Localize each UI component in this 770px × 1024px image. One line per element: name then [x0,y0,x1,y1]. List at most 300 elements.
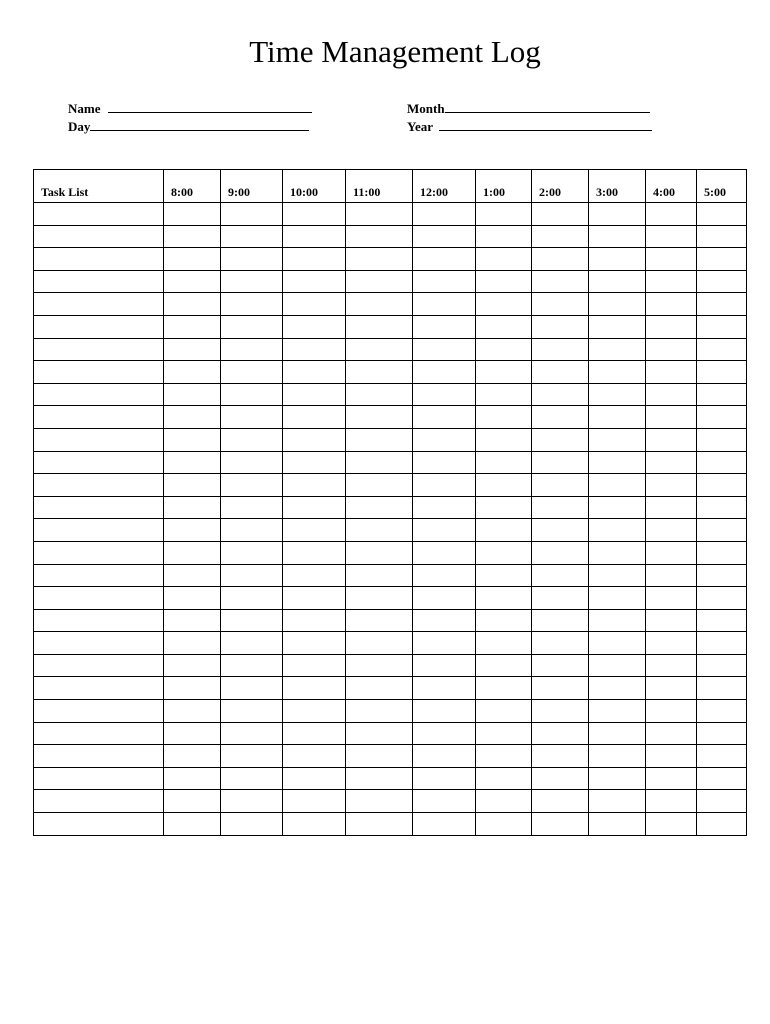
time-slot-cell[interactable] [532,767,589,790]
time-slot-cell[interactable] [476,700,532,723]
time-slot-cell[interactable] [646,564,697,587]
time-slot-cell[interactable] [476,248,532,271]
time-slot-cell[interactable] [413,248,476,271]
time-slot-cell[interactable] [697,406,747,429]
task-cell[interactable] [34,587,164,610]
time-slot-cell[interactable] [476,722,532,745]
time-slot-cell[interactable] [476,225,532,248]
time-slot-cell[interactable] [476,383,532,406]
time-slot-cell[interactable] [221,541,283,564]
time-slot-cell[interactable] [589,745,646,768]
time-slot-cell[interactable] [589,428,646,451]
time-slot-cell[interactable] [413,496,476,519]
time-slot-cell[interactable] [221,361,283,384]
time-slot-cell[interactable] [221,587,283,610]
time-slot-cell[interactable] [589,813,646,836]
time-slot-cell[interactable] [532,451,589,474]
time-slot-cell[interactable] [283,519,346,542]
time-slot-cell[interactable] [413,428,476,451]
time-slot-cell[interactable] [646,722,697,745]
time-slot-cell[interactable] [221,496,283,519]
time-slot-cell[interactable] [646,428,697,451]
time-slot-cell[interactable] [346,587,413,610]
name-blank-line[interactable] [108,100,312,113]
time-slot-cell[interactable] [283,677,346,700]
time-slot-cell[interactable] [221,474,283,497]
time-slot-cell[interactable] [476,813,532,836]
time-slot-cell[interactable] [346,541,413,564]
time-slot-cell[interactable] [283,587,346,610]
time-slot-cell[interactable] [413,632,476,655]
time-slot-cell[interactable] [413,609,476,632]
task-cell[interactable] [34,564,164,587]
time-slot-cell[interactable] [221,428,283,451]
task-cell[interactable] [34,632,164,655]
time-slot-cell[interactable] [413,813,476,836]
time-slot-cell[interactable] [164,564,221,587]
time-slot-cell[interactable] [697,474,747,497]
time-slot-cell[interactable] [221,632,283,655]
time-slot-cell[interactable] [697,541,747,564]
time-slot-cell[interactable] [413,225,476,248]
time-slot-cell[interactable] [589,406,646,429]
time-slot-cell[interactable] [221,722,283,745]
time-slot-cell[interactable] [221,767,283,790]
month-blank-line[interactable] [445,100,650,113]
time-slot-cell[interactable] [697,225,747,248]
time-slot-cell[interactable] [646,745,697,768]
time-slot-cell[interactable] [589,361,646,384]
task-cell[interactable] [34,541,164,564]
time-slot-cell[interactable] [532,474,589,497]
time-slot-cell[interactable] [532,338,589,361]
task-cell[interactable] [34,225,164,248]
time-slot-cell[interactable] [164,248,221,271]
time-slot-cell[interactable] [164,790,221,813]
time-slot-cell[interactable] [346,248,413,271]
time-slot-cell[interactable] [532,722,589,745]
task-cell[interactable] [34,406,164,429]
time-slot-cell[interactable] [697,632,747,655]
time-slot-cell[interactable] [532,428,589,451]
time-slot-cell[interactable] [589,315,646,338]
task-cell[interactable] [34,767,164,790]
time-slot-cell[interactable] [346,225,413,248]
time-slot-cell[interactable] [646,654,697,677]
time-slot-cell[interactable] [221,248,283,271]
time-slot-cell[interactable] [164,813,221,836]
year-blank-line[interactable] [439,118,652,131]
time-slot-cell[interactable] [283,767,346,790]
time-slot-cell[interactable] [697,587,747,610]
time-slot-cell[interactable] [413,541,476,564]
time-slot-cell[interactable] [164,700,221,723]
time-slot-cell[interactable] [532,677,589,700]
time-slot-cell[interactable] [697,519,747,542]
time-slot-cell[interactable] [589,700,646,723]
time-slot-cell[interactable] [346,451,413,474]
time-slot-cell[interactable] [221,383,283,406]
time-slot-cell[interactable] [589,270,646,293]
time-slot-cell[interactable] [283,383,346,406]
time-slot-cell[interactable] [476,677,532,700]
time-slot-cell[interactable] [646,383,697,406]
time-slot-cell[interactable] [589,587,646,610]
task-cell[interactable] [34,474,164,497]
time-slot-cell[interactable] [532,654,589,677]
time-slot-cell[interactable] [589,519,646,542]
time-slot-cell[interactable] [589,632,646,655]
time-slot-cell[interactable] [697,790,747,813]
time-slot-cell[interactable] [532,383,589,406]
time-slot-cell[interactable] [283,564,346,587]
time-slot-cell[interactable] [283,541,346,564]
time-slot-cell[interactable] [589,451,646,474]
time-slot-cell[interactable] [646,790,697,813]
time-slot-cell[interactable] [532,293,589,316]
time-slot-cell[interactable] [164,338,221,361]
time-slot-cell[interactable] [164,315,221,338]
time-slot-cell[interactable] [697,677,747,700]
time-slot-cell[interactable] [532,203,589,226]
time-slot-cell[interactable] [646,293,697,316]
time-slot-cell[interactable] [532,361,589,384]
time-slot-cell[interactable] [346,632,413,655]
time-slot-cell[interactable] [589,767,646,790]
time-slot-cell[interactable] [646,315,697,338]
time-slot-cell[interactable] [697,361,747,384]
time-slot-cell[interactable] [283,451,346,474]
time-slot-cell[interactable] [476,428,532,451]
year-field[interactable] [407,118,652,135]
time-slot-cell[interactable] [476,361,532,384]
task-cell[interactable] [34,451,164,474]
time-slot-cell[interactable] [532,587,589,610]
time-slot-cell[interactable] [283,361,346,384]
time-slot-cell[interactable] [283,813,346,836]
time-slot-cell[interactable] [646,632,697,655]
time-slot-cell[interactable] [413,315,476,338]
time-slot-cell[interactable] [164,451,221,474]
task-cell[interactable] [34,248,164,271]
time-slot-cell[interactable] [532,496,589,519]
time-slot-cell[interactable] [697,654,747,677]
time-slot-cell[interactable] [413,474,476,497]
time-slot-cell[interactable] [646,767,697,790]
time-slot-cell[interactable] [221,338,283,361]
task-cell[interactable] [34,293,164,316]
task-cell[interactable] [34,745,164,768]
time-slot-cell[interactable] [164,722,221,745]
time-slot-cell[interactable] [283,700,346,723]
time-slot-cell[interactable] [346,338,413,361]
time-slot-cell[interactable] [346,519,413,542]
time-slot-cell[interactable] [413,270,476,293]
time-slot-cell[interactable] [589,293,646,316]
time-slot-cell[interactable] [221,564,283,587]
time-slot-cell[interactable] [697,338,747,361]
time-slot-cell[interactable] [283,315,346,338]
task-cell[interactable] [34,722,164,745]
task-cell[interactable] [34,315,164,338]
time-slot-cell[interactable] [164,383,221,406]
time-slot-cell[interactable] [221,293,283,316]
time-slot-cell[interactable] [476,293,532,316]
time-slot-cell[interactable] [283,428,346,451]
time-slot-cell[interactable] [476,315,532,338]
time-slot-cell[interactable] [532,632,589,655]
time-slot-cell[interactable] [164,654,221,677]
time-slot-cell[interactable] [164,203,221,226]
time-slot-cell[interactable] [164,474,221,497]
time-slot-cell[interactable] [346,383,413,406]
time-slot-cell[interactable] [413,767,476,790]
time-slot-cell[interactable] [589,654,646,677]
task-cell[interactable] [34,496,164,519]
task-cell[interactable] [34,609,164,632]
time-slot-cell[interactable] [221,700,283,723]
time-slot-cell[interactable] [413,722,476,745]
time-slot-cell[interactable] [532,315,589,338]
time-slot-cell[interactable] [413,383,476,406]
time-slot-cell[interactable] [164,745,221,768]
time-slot-cell[interactable] [697,609,747,632]
time-slot-cell[interactable] [283,406,346,429]
time-slot-cell[interactable] [164,587,221,610]
time-slot-cell[interactable] [413,587,476,610]
time-slot-cell[interactable] [346,767,413,790]
time-slot-cell[interactable] [283,203,346,226]
time-slot-cell[interactable] [589,496,646,519]
time-slot-cell[interactable] [413,338,476,361]
time-slot-cell[interactable] [697,722,747,745]
time-slot-cell[interactable] [164,270,221,293]
time-slot-cell[interactable] [164,519,221,542]
time-slot-cell[interactable] [646,474,697,497]
time-slot-cell[interactable] [646,609,697,632]
task-cell[interactable] [34,203,164,226]
time-slot-cell[interactable] [697,315,747,338]
day-field[interactable] [68,118,309,135]
time-slot-cell[interactable] [346,270,413,293]
time-slot-cell[interactable] [476,496,532,519]
time-slot-cell[interactable] [346,474,413,497]
time-slot-cell[interactable] [346,677,413,700]
task-cell[interactable] [34,338,164,361]
time-slot-cell[interactable] [476,270,532,293]
time-slot-cell[interactable] [476,767,532,790]
time-slot-cell[interactable] [283,632,346,655]
time-slot-cell[interactable] [697,700,747,723]
time-slot-cell[interactable] [476,745,532,768]
time-slot-cell[interactable] [346,361,413,384]
time-slot-cell[interactable] [164,225,221,248]
name-field[interactable] [68,100,312,117]
time-slot-cell[interactable] [221,745,283,768]
time-slot-cell[interactable] [589,248,646,271]
time-slot-cell[interactable] [646,451,697,474]
time-slot-cell[interactable] [413,451,476,474]
month-field[interactable] [407,100,650,117]
time-slot-cell[interactable] [164,767,221,790]
time-slot-cell[interactable] [476,587,532,610]
time-slot-cell[interactable] [532,700,589,723]
time-slot-cell[interactable] [589,722,646,745]
time-slot-cell[interactable] [164,677,221,700]
time-slot-cell[interactable] [532,790,589,813]
time-slot-cell[interactable] [476,790,532,813]
time-slot-cell[interactable] [413,293,476,316]
time-slot-cell[interactable] [221,677,283,700]
time-slot-cell[interactable] [283,609,346,632]
time-slot-cell[interactable] [413,564,476,587]
time-slot-cell[interactable] [346,293,413,316]
time-slot-cell[interactable] [697,813,747,836]
time-slot-cell[interactable] [221,451,283,474]
time-slot-cell[interactable] [532,609,589,632]
time-slot-cell[interactable] [476,451,532,474]
time-slot-cell[interactable] [283,338,346,361]
time-slot-cell[interactable] [221,315,283,338]
time-slot-cell[interactable] [283,722,346,745]
time-slot-cell[interactable] [532,564,589,587]
time-slot-cell[interactable] [221,225,283,248]
time-slot-cell[interactable] [283,654,346,677]
time-slot-cell[interactable] [646,338,697,361]
time-slot-cell[interactable] [346,745,413,768]
time-slot-cell[interactable] [346,722,413,745]
time-slot-cell[interactable] [532,225,589,248]
time-slot-cell[interactable] [532,270,589,293]
time-slot-cell[interactable] [413,361,476,384]
time-slot-cell[interactable] [164,632,221,655]
time-slot-cell[interactable] [346,654,413,677]
task-cell[interactable] [34,790,164,813]
task-cell[interactable] [34,519,164,542]
time-slot-cell[interactable] [697,564,747,587]
task-cell[interactable] [34,383,164,406]
task-cell[interactable] [34,677,164,700]
task-cell[interactable] [34,813,164,836]
time-slot-cell[interactable] [476,632,532,655]
time-slot-cell[interactable] [646,587,697,610]
time-slot-cell[interactable] [164,541,221,564]
time-slot-cell[interactable] [346,813,413,836]
time-slot-cell[interactable] [646,361,697,384]
time-slot-cell[interactable] [346,315,413,338]
time-slot-cell[interactable] [283,293,346,316]
time-slot-cell[interactable] [221,609,283,632]
time-slot-cell[interactable] [697,203,747,226]
time-slot-cell[interactable] [589,541,646,564]
task-cell[interactable] [34,270,164,293]
time-slot-cell[interactable] [413,745,476,768]
time-slot-cell[interactable] [283,745,346,768]
time-slot-cell[interactable] [589,338,646,361]
time-slot-cell[interactable] [346,428,413,451]
time-slot-cell[interactable] [697,496,747,519]
time-slot-cell[interactable] [346,496,413,519]
time-slot-cell[interactable] [697,767,747,790]
time-slot-cell[interactable] [646,203,697,226]
time-slot-cell[interactable] [532,745,589,768]
time-slot-cell[interactable] [697,248,747,271]
time-slot-cell[interactable] [346,406,413,429]
time-slot-cell[interactable] [346,203,413,226]
time-slot-cell[interactable] [221,519,283,542]
time-slot-cell[interactable] [413,406,476,429]
time-slot-cell[interactable] [646,496,697,519]
time-slot-cell[interactable] [164,609,221,632]
time-slot-cell[interactable] [476,654,532,677]
time-slot-cell[interactable] [532,406,589,429]
time-slot-cell[interactable] [476,564,532,587]
time-slot-cell[interactable] [532,813,589,836]
time-slot-cell[interactable] [589,474,646,497]
time-slot-cell[interactable] [697,451,747,474]
time-slot-cell[interactable] [164,293,221,316]
task-cell[interactable] [34,361,164,384]
time-slot-cell[interactable] [646,270,697,293]
time-slot-cell[interactable] [646,248,697,271]
time-slot-cell[interactable] [221,406,283,429]
time-slot-cell[interactable] [697,270,747,293]
time-slot-cell[interactable] [221,813,283,836]
time-slot-cell[interactable] [476,203,532,226]
time-slot-cell[interactable] [476,406,532,429]
time-slot-cell[interactable] [476,474,532,497]
time-slot-cell[interactable] [413,203,476,226]
time-slot-cell[interactable] [164,361,221,384]
task-cell[interactable] [34,428,164,451]
time-slot-cell[interactable] [589,677,646,700]
time-slot-cell[interactable] [646,225,697,248]
time-slot-cell[interactable] [164,496,221,519]
time-slot-cell[interactable] [283,225,346,248]
time-slot-cell[interactable] [697,745,747,768]
time-slot-cell[interactable] [646,700,697,723]
day-blank-line[interactable] [90,118,309,131]
time-slot-cell[interactable] [413,700,476,723]
time-slot-cell[interactable] [221,790,283,813]
time-slot-cell[interactable] [413,677,476,700]
time-slot-cell[interactable] [476,338,532,361]
time-slot-cell[interactable] [346,609,413,632]
time-slot-cell[interactable] [646,541,697,564]
task-cell[interactable] [34,654,164,677]
time-slot-cell[interactable] [283,790,346,813]
time-slot-cell[interactable] [164,406,221,429]
time-slot-cell[interactable] [283,474,346,497]
time-slot-cell[interactable] [283,248,346,271]
time-slot-cell[interactable] [532,248,589,271]
time-slot-cell[interactable] [589,383,646,406]
time-slot-cell[interactable] [221,203,283,226]
time-slot-cell[interactable] [346,564,413,587]
time-slot-cell[interactable] [646,677,697,700]
time-slot-cell[interactable] [164,428,221,451]
time-slot-cell[interactable] [476,519,532,542]
time-slot-cell[interactable] [413,519,476,542]
time-slot-cell[interactable] [221,270,283,293]
time-slot-cell[interactable] [589,225,646,248]
task-cell[interactable] [34,700,164,723]
time-slot-cell[interactable] [346,790,413,813]
time-slot-cell[interactable] [589,203,646,226]
time-slot-cell[interactable] [413,654,476,677]
time-slot-cell[interactable] [697,383,747,406]
time-slot-cell[interactable] [476,541,532,564]
